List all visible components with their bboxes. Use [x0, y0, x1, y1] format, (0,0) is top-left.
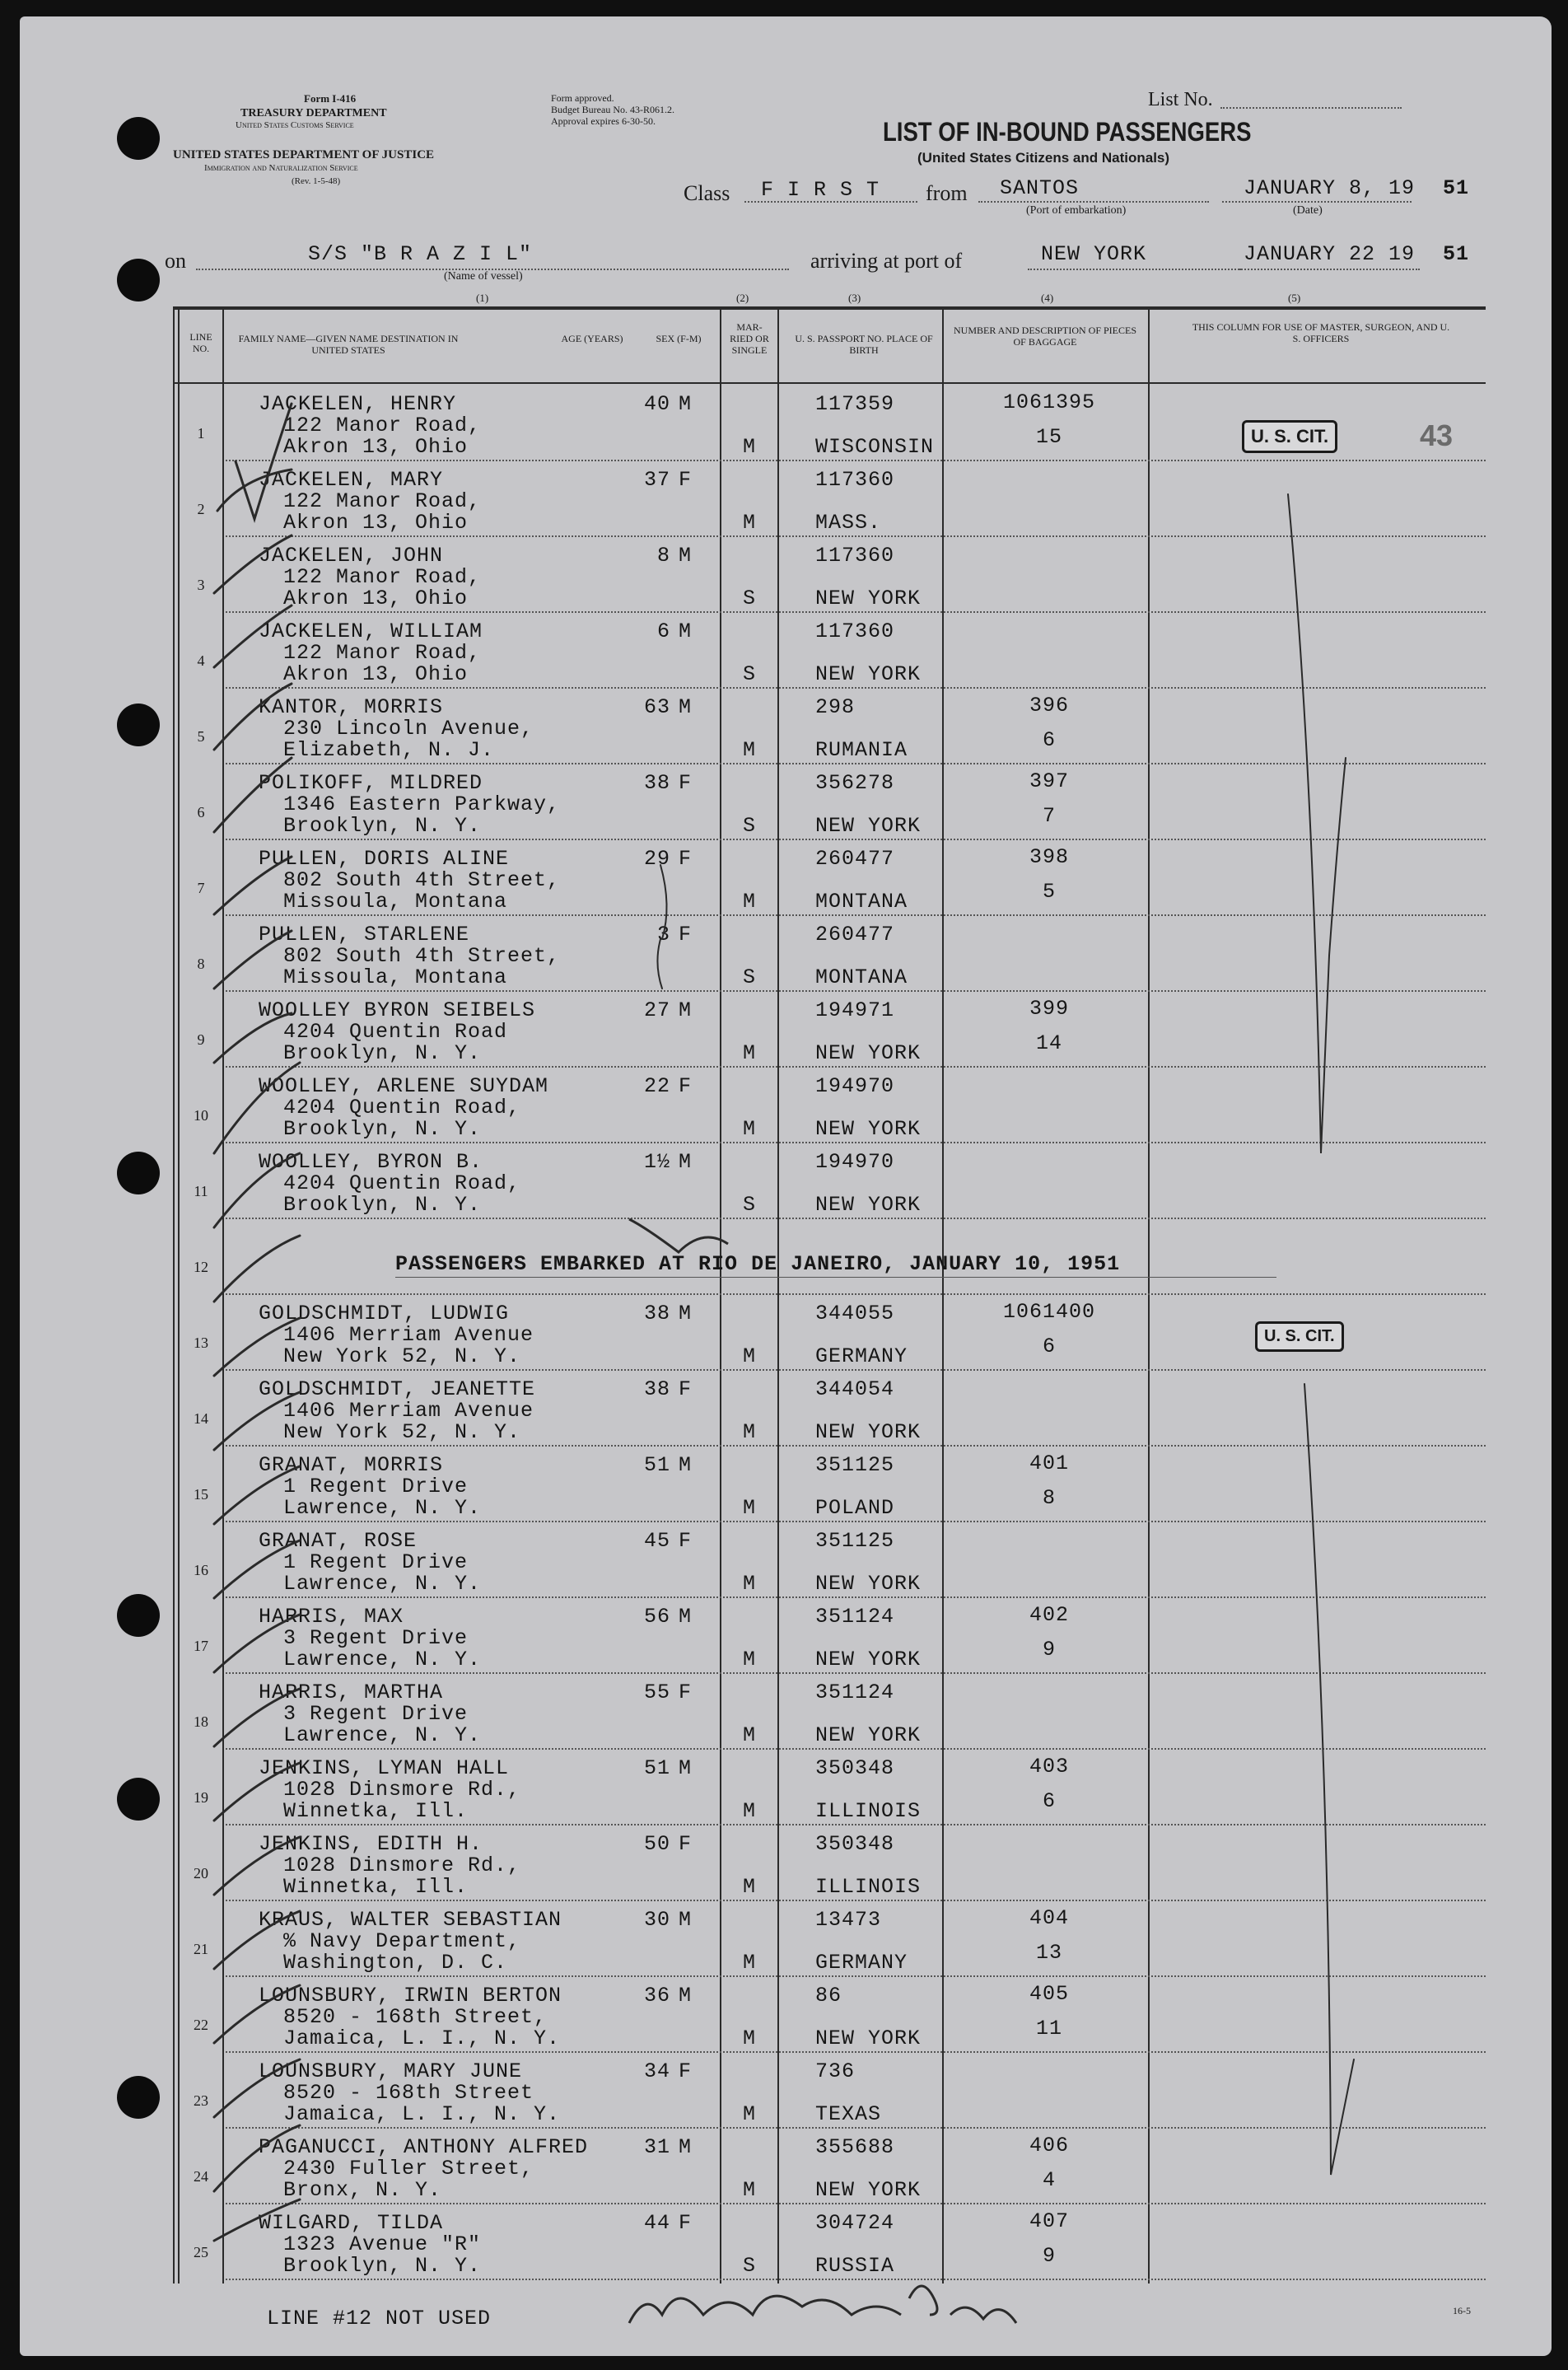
passenger-sex: M [679, 695, 693, 719]
line-number: 19 [194, 1789, 208, 1806]
page-subtitle: (United States Citizens and Nationals) [917, 150, 1170, 166]
col-num-2: (2) [736, 292, 749, 304]
passenger-age: 63 [643, 695, 670, 719]
passenger-name: HARRIS, MARTHA [259, 1681, 444, 1704]
baggage-number: 402 [1029, 1603, 1069, 1627]
line-number: 10 [194, 1107, 208, 1124]
place-of-birth: ILLINOIS [815, 1799, 922, 1823]
baggage-number: 1061400 [1002, 1300, 1096, 1324]
passport-number: 260477 [815, 847, 895, 871]
baggage-pieces: 6 [1042, 728, 1056, 752]
passenger-address-1: 122 Manor Road, [283, 565, 482, 589]
footer-code: 16-5 [1453, 2305, 1471, 2316]
passenger-marital-status: M [743, 435, 757, 459]
passenger-address-2: Jamaica, L. I., N. Y. [283, 2102, 561, 2126]
passenger-marital-status: M [743, 1951, 757, 1975]
passenger-address-2: Brooklyn, N. Y. [283, 1193, 482, 1217]
list-no-label: List No. [1148, 89, 1213, 110]
passport-number: 117360 [815, 544, 895, 568]
passport-number: 351124 [815, 1605, 895, 1629]
baggage-number: 404 [1029, 1906, 1069, 1930]
passenger-address-2: Lawrence, N. Y. [283, 1572, 482, 1596]
line-number: 25 [194, 2244, 208, 2260]
line-number: 2 [197, 501, 205, 517]
passenger-marital-status: S [743, 587, 757, 610]
baggage-pieces: 5 [1042, 880, 1056, 904]
passenger-marital-status: M [743, 1648, 757, 1671]
passenger-address-1: 1323 Avenue "R" [283, 2232, 482, 2256]
line-number: 4 [197, 652, 205, 669]
col-header-sex: SEX (F-M) [656, 333, 702, 344]
passenger-sex: M [679, 1302, 693, 1325]
baggage-number: 405 [1029, 1982, 1069, 2006]
passenger-address-1: 1406 Merriam Avenue [283, 1399, 534, 1423]
passenger-address-1: 1406 Merriam Avenue [283, 1323, 534, 1347]
baggage-number: 1061395 [1002, 390, 1096, 414]
line-number: 22 [194, 2017, 208, 2033]
passport-number: 13473 [815, 1908, 882, 1932]
passenger-sex: F [679, 1377, 693, 1401]
passenger-address-1: 1346 Eastern Parkway, [283, 792, 561, 816]
passenger-address-1: 1 Regent Drive [283, 1475, 469, 1498]
passenger-age: 31 [643, 2135, 670, 2159]
passenger-name: JACKELEN, WILLIAM [259, 619, 483, 643]
place-of-birth: GERMANY [815, 1344, 908, 1368]
passenger-marital-status: S [743, 1193, 757, 1217]
arrival-port: NEW YORK [1041, 242, 1147, 266]
passenger-age: 50 [643, 1832, 670, 1856]
passenger-sex: F [679, 1529, 693, 1553]
passenger-name: JACKELEN, JOHN [259, 544, 444, 568]
line-number: 18 [194, 1713, 208, 1730]
place-of-birth: NEW YORK [815, 587, 922, 610]
passenger-age: 8 [656, 544, 670, 568]
passenger-age: 27 [643, 998, 670, 1022]
passenger-address-2: Lawrence, N. Y. [283, 1723, 482, 1747]
passenger-age: 3 [656, 923, 670, 947]
place-of-birth: NEW YORK [815, 1648, 922, 1671]
place-of-birth: NEW YORK [815, 1117, 922, 1141]
passport-number: 260477 [815, 923, 895, 947]
passenger-address-1: 122 Manor Road, [283, 489, 482, 513]
passenger-address-1: 122 Manor Road, [283, 414, 482, 437]
line-number: 3 [197, 577, 205, 593]
passenger-address-2: New York 52, N. Y. [283, 1420, 521, 1444]
passenger-address-2: Jamaica, L. I., N. Y. [283, 2026, 561, 2050]
baggage-pieces: 15 [1035, 425, 1062, 449]
passenger-marital-status: M [743, 1041, 757, 1065]
passenger-sex: F [679, 1681, 693, 1704]
passenger-marital-status: M [743, 1799, 757, 1823]
col-num-3: (3) [848, 292, 861, 304]
line-number: 24 [194, 2168, 208, 2185]
passport-number: 351124 [815, 1681, 895, 1704]
passenger-sex: F [679, 1832, 693, 1856]
passenger-name: GOLDSCHMIDT, LUDWIG [259, 1302, 510, 1325]
passenger-name: KANTOR, MORRIS [259, 695, 444, 719]
vessel-caption: (Name of vessel) [444, 270, 523, 283]
passenger-address-2: Winnetka, Ill. [283, 1875, 469, 1899]
passenger-name: JENKINS, LYMAN HALL [259, 1756, 510, 1780]
arriving-label: arriving at port of [810, 249, 963, 273]
passport-number: 117360 [815, 468, 895, 492]
arrival-date: JANUARY 22 19 [1244, 242, 1416, 266]
line-number: 17 [194, 1638, 208, 1654]
passenger-address-2: Missoula, Montana [283, 965, 508, 989]
passenger-age: 38 [643, 1377, 670, 1401]
passenger-sex: M [679, 1984, 693, 2008]
passenger-sex: M [679, 2135, 693, 2159]
baggage-number: 398 [1029, 845, 1069, 869]
place-of-birth: MASS. [815, 511, 882, 535]
baggage-pieces: 4 [1042, 2168, 1056, 2192]
col-num-5: (5) [1288, 292, 1301, 304]
baggage-number: 401 [1029, 1451, 1069, 1475]
treasury-department: TREASURY DEPARTMENT [240, 107, 387, 119]
passenger-address-1: 4204 Quentin Road [283, 1020, 508, 1044]
passenger-age: 56 [643, 1605, 670, 1629]
line-number: 14 [194, 1410, 208, 1427]
passport-number: 117359 [815, 392, 895, 416]
baggage-pieces: 8 [1042, 1486, 1056, 1510]
baggage-pieces: 6 [1042, 1335, 1056, 1358]
passenger-sex: F [679, 847, 693, 871]
passenger-address-1: 802 South 4th Street, [283, 868, 561, 892]
place-of-birth: NEW YORK [815, 1420, 922, 1444]
passenger-name: JENKINS, EDITH H. [259, 1832, 483, 1856]
port-embarkation: SANTOS [1000, 176, 1080, 200]
passenger-age: 22 [643, 1074, 670, 1098]
passenger-sex: M [679, 1756, 693, 1780]
customs-service: United States Customs Service [236, 120, 354, 130]
passenger-age: 51 [643, 1453, 670, 1477]
passenger-age: 55 [643, 1681, 670, 1704]
passport-number: 736 [815, 2059, 856, 2083]
passport-number: 86 [815, 1984, 842, 2008]
passenger-name: PAGANUCCI, ANTHONY ALFRED [259, 2135, 589, 2159]
passenger-address-2: Brooklyn, N. Y. [283, 814, 482, 838]
passenger-sex: M [679, 1150, 693, 1174]
arrival-year: 51 [1443, 242, 1470, 266]
passenger-name: KRAUS, WALTER SEBASTIAN [259, 1908, 562, 1932]
page-title: LIST OF IN-BOUND PASSENGERS [883, 117, 1252, 147]
passenger-age: 1½ [643, 1150, 670, 1174]
passenger-name: GOLDSCHMIDT, JEANETTE [259, 1377, 536, 1401]
passenger-marital-status: M [743, 1117, 757, 1141]
baggage-pieces: 6 [1042, 1789, 1056, 1813]
passenger-address-1: 4204 Quentin Road, [283, 1171, 521, 1195]
footer-note: LINE #12 NOT USED [267, 2307, 492, 2330]
passenger-address-1: 1028 Dinsmore Rd., [283, 1853, 521, 1877]
passenger-sex: M [679, 392, 693, 416]
col-header-married: MAR- RIED OR SINGLE [730, 321, 769, 356]
baggage-number: 403 [1029, 1755, 1069, 1779]
place-of-birth: POLAND [815, 1496, 895, 1520]
passenger-marital-status: M [743, 511, 757, 535]
passenger-address-1: 2430 Fuller Street, [283, 2157, 534, 2181]
place-of-birth: GERMANY [815, 1951, 908, 1975]
baggage-pieces: 13 [1035, 1941, 1062, 1965]
passenger-marital-status: M [743, 890, 757, 914]
passenger-address-1: 3 Regent Drive [283, 1626, 469, 1650]
line-number: 13 [194, 1335, 208, 1351]
passenger-marital-status: S [743, 965, 757, 989]
baggage-number: 396 [1029, 694, 1069, 718]
section-note: PASSENGERS EMBARKED AT RIO DE JANEIRO, JANUARY 10, 1951 [395, 1252, 1121, 1276]
passenger-age: 30 [643, 1908, 670, 1932]
line-number: 1 [197, 425, 205, 442]
baggage-pieces: 9 [1042, 1638, 1056, 1662]
place-of-birth: NEW YORK [815, 1193, 922, 1217]
passenger-marital-status: S [743, 2254, 757, 2278]
passenger-address-2: Akron 13, Ohio [283, 587, 469, 610]
line-number: 12 [194, 1259, 208, 1275]
manifest-sheet [20, 16, 1552, 2356]
passport-number: 356278 [815, 771, 895, 795]
passenger-age: 40 [643, 392, 670, 416]
passenger-name: LOUNSBURY, MARY JUNE [259, 2059, 523, 2083]
col-header-age: AGE (YEARS) [561, 333, 623, 344]
line-number: 6 [197, 804, 205, 820]
passenger-name: JACKELEN, MARY [259, 468, 444, 492]
passenger-address-1: 230 Lincoln Avenue, [283, 717, 534, 741]
date-caption: (Date) [1293, 204, 1323, 217]
passenger-marital-status: M [743, 1496, 757, 1520]
passenger-address-2: New York 52, N. Y. [283, 1344, 521, 1368]
passport-number: 117360 [815, 619, 895, 643]
passenger-age: 34 [643, 2059, 670, 2083]
passenger-marital-status: M [743, 1572, 757, 1596]
passenger-address-1: 802 South 4th Street, [283, 944, 561, 968]
passport-number: 194971 [815, 998, 895, 1022]
passenger-address-2: Brooklyn, N. Y. [283, 1117, 482, 1141]
passport-number: 351125 [815, 1529, 895, 1553]
passenger-address-1: 8520 - 168th Street [283, 2081, 534, 2105]
baggage-number: 406 [1029, 2134, 1069, 2157]
passenger-age: 36 [643, 1984, 670, 2008]
passenger-address-1: 1028 Dinsmore Rd., [283, 1778, 521, 1802]
passenger-address-2: Winnetka, Ill. [283, 1799, 469, 1823]
passport-number: 350348 [815, 1832, 895, 1856]
passport-number: 304724 [815, 2211, 895, 2235]
baggage-pieces: 9 [1042, 2244, 1056, 2268]
passenger-name: WOOLLEY BYRON SEIBELS [259, 998, 536, 1022]
passenger-marital-status: M [743, 738, 757, 762]
form-approved: Form approved. [551, 92, 614, 104]
port-caption: (Port of embarkation) [1026, 204, 1127, 217]
us-citizen-stamp-2: U. S. CIT. [1255, 1321, 1344, 1352]
passenger-marital-status: M [743, 1875, 757, 1899]
revision: (Rev. 1-5-48) [292, 176, 341, 186]
baggage-pieces: 14 [1035, 1031, 1062, 1055]
place-of-birth: NEW YORK [815, 1572, 922, 1596]
passenger-name: LOUNSBURY, IRWIN BERTON [259, 1984, 562, 2008]
col-header-baggage: NUMBER AND DESCRIPTION OF PIECES OF BAGGAGE [953, 325, 1137, 348]
passenger-age: 51 [643, 1756, 670, 1780]
baggage-number: 397 [1029, 769, 1069, 793]
ins-service: Immigration and Naturalization Service [204, 163, 358, 173]
date-value: JANUARY 8, 19 [1244, 176, 1416, 200]
passenger-sex: M [679, 1908, 693, 1932]
passenger-age: 6 [656, 619, 670, 643]
passenger-address-2: Missoula, Montana [283, 890, 508, 914]
passenger-address-2: Brooklyn, N. Y. [283, 2254, 482, 2278]
passenger-address-1: 8520 - 168th Street, [283, 2005, 548, 2029]
passenger-age: 37 [643, 468, 670, 492]
passenger-age: 38 [643, 1302, 670, 1325]
passenger-name: HARRIS, MAX [259, 1605, 404, 1629]
passenger-sex: F [679, 2211, 693, 2235]
passenger-marital-status: S [743, 662, 757, 686]
passport-number: 298 [815, 695, 856, 719]
from-label: from [926, 181, 968, 205]
line-number: 20 [194, 1865, 208, 1882]
passenger-marital-status: M [743, 1344, 757, 1368]
vessel-name: S/S "B R A Z I L" [308, 242, 533, 266]
passenger-age: 29 [643, 847, 670, 871]
passport-number: 194970 [815, 1074, 895, 1098]
place-of-birth: ILLINOIS [815, 1875, 922, 1899]
passenger-address-2: Lawrence, N. Y. [283, 1496, 482, 1520]
date-year: 51 [1443, 176, 1470, 200]
passenger-address-2: Washington, D. C. [283, 1951, 508, 1975]
passenger-address-2: Bronx, N. Y. [283, 2178, 442, 2202]
line-number: 8 [197, 956, 205, 972]
place-of-birth: RUMANIA [815, 738, 908, 762]
line-number: 11 [194, 1183, 208, 1199]
baggage-number: 399 [1029, 997, 1069, 1021]
passenger-name: PULLEN, STARLENE [259, 923, 470, 947]
place-of-birth: NEW YORK [815, 662, 922, 686]
passenger-name: WOOLLEY, BYRON B. [259, 1150, 483, 1174]
place-of-birth: MONTANA [815, 890, 908, 914]
line-number: 21 [194, 1941, 208, 1957]
line-number: 15 [194, 1486, 208, 1503]
passenger-age: 38 [643, 771, 670, 795]
col-num-4: (4) [1041, 292, 1054, 304]
budget-bureau: Budget Bureau No. 43-R061.2. [551, 104, 674, 115]
passenger-sex: M [679, 619, 693, 643]
passenger-marital-status: M [743, 2178, 757, 2202]
passenger-address-2: Brooklyn, N. Y. [283, 1041, 482, 1065]
passenger-sex: M [679, 1453, 693, 1477]
passport-number: 351125 [815, 1453, 895, 1477]
passenger-name: PULLEN, DORIS ALINE [259, 847, 510, 871]
justice-department: UNITED STATES DEPARTMENT OF JUSTICE [173, 148, 435, 161]
us-citizen-stamp: U. S. CIT. [1242, 420, 1337, 453]
passenger-sex: F [679, 771, 693, 795]
col-header-officers: THIS COLUMN FOR USE OF MASTER, SURGEON, AND U. S. OFFICERS [1192, 321, 1450, 344]
class-label: Class [684, 181, 730, 205]
stamp-number: 43 [1420, 418, 1454, 452]
place-of-birth: NEW YORK [815, 2178, 922, 2202]
line-number: 23 [194, 2092, 208, 2109]
line-number: 9 [197, 1031, 205, 1048]
line-number: 5 [197, 728, 205, 745]
col-header-name: FAMILY NAME—GIVEN NAME DESTINATION IN UNITED STATES [238, 333, 459, 356]
passport-number: 344055 [815, 1302, 895, 1325]
passenger-address-1: 4204 Quentin Road, [283, 1096, 521, 1120]
passenger-sex: M [679, 998, 693, 1022]
handwritten-marks [20, 16, 1552, 2356]
passenger-age: 44 [643, 2211, 670, 2235]
passenger-name: JACKELEN, HENRY [259, 392, 457, 416]
place-of-birth: NEW YORK [815, 1041, 922, 1065]
passenger-sex: M [679, 1605, 693, 1629]
passenger-address-1: 3 Regent Drive [283, 1702, 469, 1726]
col-header-passport: U. S. PASSPORT NO. PLACE OF BIRTH [795, 333, 933, 356]
passenger-name: WILGARD, TILDA [259, 2211, 444, 2235]
passenger-address-2: Akron 13, Ohio [283, 435, 469, 459]
passenger-age: 45 [643, 1529, 670, 1553]
place-of-birth: NEW YORK [815, 2026, 922, 2050]
passport-number: 194970 [815, 1150, 895, 1174]
passenger-address-1: 1 Regent Drive [283, 1550, 469, 1574]
passenger-sex: F [679, 923, 693, 947]
col-num-1: (1) [476, 292, 489, 304]
passenger-name: POLIKOFF, MILDRED [259, 771, 483, 795]
form-number: Form I-416 [304, 92, 357, 105]
place-of-birth: TEXAS [815, 2102, 882, 2126]
passenger-address-2: Akron 13, Ohio [283, 511, 469, 535]
passport-number: 355688 [815, 2135, 895, 2159]
place-of-birth: MONTANA [815, 965, 908, 989]
passenger-address-2: Akron 13, Ohio [283, 662, 469, 686]
passenger-sex: F [679, 1074, 693, 1098]
passenger-name: GRANAT, MORRIS [259, 1453, 444, 1477]
passenger-address-2: Elizabeth, N. J. [283, 738, 495, 762]
passenger-sex: F [679, 468, 693, 492]
passenger-marital-status: M [743, 1723, 757, 1747]
baggage-pieces: 11 [1035, 2017, 1062, 2040]
class-value: F I R S T [761, 178, 880, 202]
passenger-address-1: 122 Manor Road, [283, 641, 482, 665]
passenger-address-2: Lawrence, N. Y. [283, 1648, 482, 1671]
place-of-birth: WISCONSIN [815, 435, 935, 459]
passenger-marital-status: S [743, 814, 757, 838]
passenger-marital-status: M [743, 1420, 757, 1444]
passenger-marital-status: M [743, 2026, 757, 2050]
on-label: on [165, 249, 186, 273]
baggage-pieces: 7 [1042, 804, 1056, 828]
line-number: 7 [197, 880, 205, 896]
passenger-name: WOOLLEY, ARLENE SUYDAM [259, 1074, 549, 1098]
place-of-birth: NEW YORK [815, 1723, 922, 1747]
passenger-address-1: % Navy Department, [283, 1929, 521, 1953]
approval-expires: Approval expires 6-30-50. [551, 115, 656, 127]
passenger-sex: M [679, 544, 693, 568]
line-number: 16 [194, 1562, 208, 1578]
passport-number: 344054 [815, 1377, 895, 1401]
passenger-name: GRANAT, ROSE [259, 1529, 418, 1553]
col-header-line-no: LINE NO. [189, 331, 212, 354]
place-of-birth: RUSSIA [815, 2254, 895, 2278]
passenger-marital-status: M [743, 2102, 757, 2126]
place-of-birth: NEW YORK [815, 814, 922, 838]
passenger-sex: F [679, 2059, 693, 2083]
baggage-number: 407 [1029, 2209, 1069, 2233]
passport-number: 350348 [815, 1756, 895, 1780]
